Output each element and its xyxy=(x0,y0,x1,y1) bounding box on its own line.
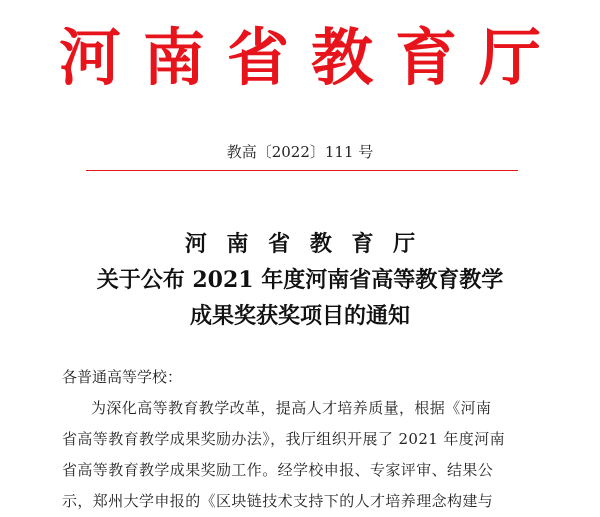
red-divider-line xyxy=(86,170,518,171)
title-line-1: 河 南 省 教 育 厅 xyxy=(184,231,422,257)
salutation: 各普通高等学校： xyxy=(62,368,183,386)
paragraph-line: 省高等教育教学成果奖励办法》，我厅组织开展了 2021 年度河南 xyxy=(62,430,506,448)
paragraph-line: 示，郑州大学申报的《区块链技术支持下的人才培养理念构建与 xyxy=(62,492,494,510)
paragraph-line: 省高等教育教学成果奖励工作。经学校申报、专家评审、结果公 xyxy=(62,461,494,479)
title-line-2: 关于公布 2021 年度河南省高等教育教学 xyxy=(96,267,504,293)
document-number: 教高〔2022〕111 号 xyxy=(226,143,374,161)
paragraph-line: 为深化高等教育教学改革，提高人才培养质量，根据《河南 xyxy=(91,399,492,417)
issuer-header: 河南省教育厅 xyxy=(58,21,563,94)
title-line-3: 成果奖获奖项目的通知 xyxy=(189,303,410,329)
